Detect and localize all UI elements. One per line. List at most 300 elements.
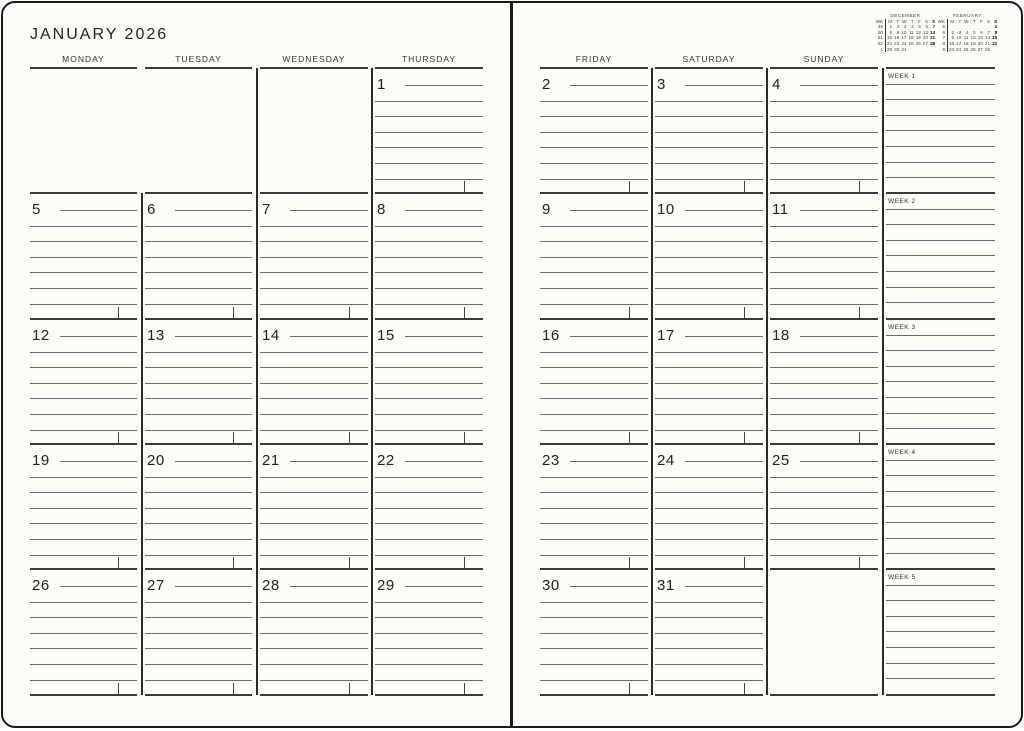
weekday-header: SATURDAY: [682, 54, 736, 64]
column-divider: [651, 319, 653, 444]
mini-day: 2: [896, 24, 900, 30]
column-divider: [371, 193, 373, 319]
week-note-line: [886, 663, 995, 664]
day-note-line: [770, 367, 878, 368]
week-number: 7: [937, 35, 947, 41]
day-note-line: [30, 617, 137, 618]
day-note-line: [770, 477, 878, 478]
day-note-line: [145, 477, 252, 478]
day-number: 10: [657, 201, 675, 218]
day-number: 9: [542, 201, 551, 218]
day-note-line: [655, 477, 763, 478]
day-number: 5: [32, 201, 41, 218]
day-note-line: [655, 352, 763, 353]
day-note-line: [540, 398, 648, 399]
day-note-line: [145, 617, 252, 618]
day-note-line: [540, 179, 648, 180]
day-title-line: [800, 461, 878, 462]
day-note-line: [145, 648, 252, 649]
day-tick-mark: [744, 432, 745, 443]
day-tick-mark: [744, 683, 745, 694]
week-label: WEEK 2: [888, 198, 916, 205]
day-tick-mark: [349, 557, 350, 568]
week-number: 51: [875, 35, 885, 41]
mini-day: T: [910, 18, 914, 24]
weekday-header: TUESDAY: [175, 54, 222, 64]
mini-day: 15: [992, 35, 998, 41]
mini-day: 4: [965, 29, 969, 35]
mini-day: T: [896, 18, 900, 24]
day-note-line: [655, 241, 763, 242]
day-note-line: [145, 241, 252, 242]
day-note-line: [145, 492, 252, 493]
mini-day: W: [902, 18, 907, 24]
day-note-line: [655, 664, 763, 665]
week-note-line: [886, 428, 995, 429]
week-note-line: [886, 631, 995, 632]
week-number: 50: [875, 30, 885, 36]
mini-calendar-table: [937, 19, 998, 53]
day-title-line: [290, 210, 368, 211]
week-note-line: [886, 553, 995, 554]
day-tick-mark: [744, 181, 745, 192]
column-divider: [371, 444, 373, 569]
day-note-line: [145, 288, 252, 289]
day-note-line: [30, 257, 137, 258]
mini-day: 23: [948, 46, 955, 52]
mini-day: 28: [984, 46, 991, 52]
day-note-line: [540, 555, 648, 556]
day-note-line: [655, 304, 763, 305]
day-note-line: [540, 633, 648, 634]
day-note-line: [30, 430, 137, 431]
column-divider: [256, 193, 258, 319]
day-tick-mark: [464, 181, 465, 192]
column-divider: [371, 319, 373, 444]
day-title-line: [175, 461, 252, 462]
day-note-line: [375, 492, 483, 493]
week-note-line: [886, 538, 995, 539]
column-divider: [256, 444, 258, 569]
day-note-line: [770, 523, 878, 524]
mini-day: 13: [922, 29, 929, 35]
day-note-line: [770, 163, 878, 164]
day-note-line: [260, 539, 368, 540]
mini-day: F: [980, 18, 983, 24]
mini-day: [907, 47, 914, 53]
day-note-line: [655, 398, 763, 399]
day-number: 18: [772, 327, 790, 344]
column-divider: [766, 569, 768, 695]
week-bottom-rule: [886, 318, 995, 320]
day-note-line: [260, 383, 368, 384]
day-number: 1: [377, 76, 386, 93]
week-number: 49: [875, 24, 885, 30]
day-note-line: [30, 367, 137, 368]
day-number: 20: [147, 452, 165, 469]
day-title-line: [405, 586, 483, 587]
mini-day: 15: [886, 35, 893, 41]
day-cell-1[interactable]: [375, 68, 483, 193]
day-title-line: [405, 210, 483, 211]
day-tick-mark: [233, 683, 234, 694]
day-note-line: [30, 508, 137, 509]
day-note-line: [375, 617, 483, 618]
week-note-line: [886, 177, 995, 178]
column-divider: [141, 319, 143, 444]
day-note-line: [30, 304, 137, 305]
day-tick-mark: [859, 181, 860, 192]
day-tick-mark: [118, 307, 119, 318]
day-tick-mark: [233, 307, 234, 318]
day-number: 25: [772, 452, 790, 469]
day-note-line: [145, 555, 252, 556]
day-note-line: [145, 430, 252, 431]
week-number: 8: [937, 41, 947, 47]
mini-day: 9: [951, 35, 955, 41]
week-note-line: [886, 397, 995, 398]
day-number: 14: [262, 327, 280, 344]
day-title-line: [60, 336, 137, 337]
day-note-line: [540, 648, 648, 649]
day-note-line: [375, 477, 483, 478]
week-number: WK: [937, 18, 945, 24]
week-number: 5: [937, 24, 947, 30]
day-number: 13: [147, 327, 165, 344]
day-note-line: [655, 101, 763, 102]
week-note-line: [886, 240, 995, 241]
day-note-line: [145, 257, 252, 258]
day-title-line: [405, 461, 483, 462]
day-title-line: [685, 461, 763, 462]
day-title-line: [570, 461, 648, 462]
day-number: 12: [32, 327, 50, 344]
mini-day: 31: [901, 46, 907, 52]
day-title-line: [60, 210, 137, 211]
column-divider: [651, 444, 653, 569]
mini-day: 12: [970, 35, 976, 41]
mini-day: 9: [896, 29, 900, 35]
day-note-line: [30, 633, 137, 634]
day-note-line: [655, 492, 763, 493]
day-tick-mark: [464, 432, 465, 443]
day-note-line: [30, 226, 137, 227]
day-note-line: [770, 508, 878, 509]
day-note-line: [770, 132, 878, 133]
day-note-line: [145, 680, 252, 681]
week-note-line: [886, 506, 995, 507]
mini-day: F: [918, 18, 921, 24]
day-title-line: [290, 336, 368, 337]
mini-day: 26: [970, 46, 976, 52]
week-note-line: [886, 616, 995, 617]
day-note-line: [145, 602, 252, 603]
day-note-line: [375, 523, 483, 524]
day-note-line: [145, 304, 252, 305]
day-note-line: [30, 664, 137, 665]
mini-day: 5: [918, 24, 921, 30]
day-note-line: [770, 414, 878, 415]
mini-day: 13: [977, 35, 983, 41]
column-divider: [256, 68, 258, 193]
mini-day: T: [972, 18, 976, 24]
day-tick-mark: [464, 557, 465, 568]
day-note-line: [655, 508, 763, 509]
day-note-line: [30, 523, 137, 524]
mini-day: 8: [994, 29, 998, 35]
day-note-line: [540, 430, 648, 431]
column-divider: [766, 68, 768, 193]
week-note-line: [886, 600, 995, 601]
day-note-line: [540, 163, 648, 164]
mini-day: 18: [908, 35, 914, 41]
day-number: 19: [32, 452, 50, 469]
mini-day: 20: [922, 35, 929, 41]
day-tick-mark: [629, 181, 630, 192]
column-divider: [371, 569, 373, 695]
day-number: 29: [377, 577, 395, 594]
day-tick-mark: [744, 557, 745, 568]
day-note-line: [770, 147, 878, 148]
day-note-line: [375, 179, 483, 180]
day-note-line: [260, 617, 368, 618]
day-note-line: [260, 492, 368, 493]
column-divider: [882, 444, 884, 569]
day-title-line: [405, 85, 483, 86]
day-note-line: [375, 508, 483, 509]
day-note-line: [655, 257, 763, 258]
day-note-line: [375, 241, 483, 242]
weekday-header: WEDNESDAY: [282, 54, 346, 64]
day-note-line: [770, 555, 878, 556]
week-note-line: [886, 271, 995, 272]
day-number: 4: [772, 76, 781, 93]
mini-day: 7: [932, 24, 936, 30]
week-bottom-rule: [886, 192, 995, 194]
day-note-line: [540, 492, 648, 493]
day-note-line: [655, 648, 763, 649]
day-note-line: [540, 272, 648, 273]
day-note-line: [540, 523, 648, 524]
day-note-line: [770, 492, 878, 493]
day-note-line: [540, 383, 648, 384]
day-note-line: [375, 116, 483, 117]
mini-day: 3: [903, 24, 907, 30]
day-note-line: [375, 414, 483, 415]
day-tick-mark: [233, 432, 234, 443]
day-note-line: [30, 288, 137, 289]
day-tick-mark: [859, 307, 860, 318]
mini-day: S: [986, 18, 991, 24]
mini-day: 18: [963, 40, 969, 46]
week-number: 52: [875, 41, 885, 47]
day-tick-mark: [349, 432, 350, 443]
day-note-line: [30, 477, 137, 478]
day-tick-mark: [744, 307, 745, 318]
mini-day: 23: [894, 40, 900, 46]
mini-day: 25: [908, 40, 914, 46]
day-tick-mark: [859, 432, 860, 443]
day-number: 15: [377, 327, 395, 344]
day-note-line: [770, 539, 878, 540]
column-divider: [141, 444, 143, 569]
day-bottom-rule: [770, 694, 878, 696]
weekday-header: THURSDAY: [401, 54, 457, 64]
mini-day: S: [932, 18, 936, 24]
day-note-line: [655, 226, 763, 227]
day-note-line: [770, 116, 878, 117]
day-tick-mark: [629, 557, 630, 568]
day-note-line: [540, 539, 648, 540]
day-number: 21: [262, 452, 280, 469]
day-note-line: [30, 272, 137, 273]
day-note-line: [375, 383, 483, 384]
week-note-line: [886, 475, 995, 476]
week-label: WEEK 5: [888, 574, 916, 581]
day-note-line: [655, 430, 763, 431]
day-note-line: [375, 633, 483, 634]
day-tick-mark: [349, 683, 350, 694]
column-divider: [766, 319, 768, 444]
column-divider: [882, 319, 884, 444]
header-rule: [145, 67, 252, 69]
day-title-line: [290, 461, 368, 462]
day-note-line: [655, 680, 763, 681]
mini-day: [914, 47, 921, 53]
day-number: 7: [262, 201, 271, 218]
mini-day: 14: [930, 29, 936, 35]
mini-day: 1: [994, 24, 998, 30]
weekday-header: FRIDAY: [575, 54, 613, 64]
week-note-line: [886, 491, 995, 492]
day-number: 2: [542, 76, 551, 93]
week-number: 6: [937, 30, 947, 36]
day-title-line: [685, 336, 763, 337]
week-label: WEEK 4: [888, 449, 916, 456]
column-divider: [651, 193, 653, 319]
day-tick-mark: [233, 557, 234, 568]
day-note-line: [540, 680, 648, 681]
day-note-line: [655, 523, 763, 524]
day-note-line: [655, 288, 763, 289]
header-rule: [30, 67, 137, 69]
day-note-line: [30, 555, 137, 556]
day-tick-mark: [464, 683, 465, 694]
mini-day: 21: [930, 35, 936, 41]
column-divider: [766, 444, 768, 569]
day-note-line: [770, 101, 878, 102]
day-number: 17: [657, 327, 675, 344]
day-title-line: [570, 85, 648, 86]
mini-day: [921, 47, 928, 53]
week-note-line: [886, 287, 995, 288]
column-divider: [766, 193, 768, 319]
day-note-line: [655, 539, 763, 540]
week-note-line: [886, 413, 995, 414]
mini-calendar-february: [937, 13, 998, 52]
day-note-line: [30, 539, 137, 540]
day-note-line: [260, 288, 368, 289]
day-note-line: [655, 163, 763, 164]
column-divider: [371, 68, 373, 193]
column-divider: [256, 319, 258, 444]
day-note-line: [655, 555, 763, 556]
day-note-line: [655, 179, 763, 180]
mini-calendar-month: DECEMBER: [890, 13, 921, 18]
day-note-line: [655, 633, 763, 634]
day-note-line: [260, 633, 368, 634]
mini-day: 17: [901, 35, 907, 41]
mini-day: 20: [977, 40, 983, 46]
day-note-line: [540, 257, 648, 258]
day-note-line: [540, 304, 648, 305]
day-note-line: [260, 430, 368, 431]
day-note-line: [540, 617, 648, 618]
mini-day: 22: [886, 40, 893, 46]
day-note-line: [30, 602, 137, 603]
mini-day: 6: [980, 29, 983, 35]
day-tick-mark: [118, 557, 119, 568]
mini-day: 26: [915, 40, 921, 46]
mini-day: 27: [977, 46, 983, 52]
day-note-line: [655, 383, 763, 384]
mini-day: 12: [915, 29, 921, 35]
week-number: 9: [937, 47, 947, 53]
day-note-line: [655, 602, 763, 603]
header-rule: [886, 67, 995, 69]
day-cell-3[interactable]: [655, 68, 763, 193]
day-note-line: [770, 257, 878, 258]
mini-day: 30: [894, 46, 900, 52]
mini-calendar-table: [875, 19, 936, 53]
day-note-line: [375, 430, 483, 431]
mini-day: 8: [889, 29, 893, 35]
day-number: 24: [657, 452, 675, 469]
mini-day: 28: [930, 40, 936, 46]
week-note-line: [886, 678, 995, 679]
week-note-line: [886, 647, 995, 648]
day-number: 22: [377, 452, 395, 469]
day-tick-mark: [118, 683, 119, 694]
mini-day: 14: [984, 35, 991, 41]
day-note-line: [770, 304, 878, 305]
mini-day: 3: [958, 29, 962, 35]
day-note-line: [655, 617, 763, 618]
day-note-line: [540, 101, 648, 102]
week-number: 1: [875, 47, 885, 53]
mini-day: 16: [894, 35, 900, 41]
week-note-line: [886, 224, 995, 225]
day-title-line: [685, 210, 763, 211]
day-cell-4[interactable]: [770, 68, 878, 193]
mini-day: [929, 47, 936, 53]
day-note-line: [145, 398, 252, 399]
week-note-line: [886, 366, 995, 367]
day-note-line: [145, 523, 252, 524]
week-note-line: [886, 585, 995, 586]
day-note-line: [145, 508, 252, 509]
mini-day: 16: [948, 40, 955, 46]
day-note-line: [770, 241, 878, 242]
mini-day: M: [950, 18, 955, 24]
day-note-line: [30, 383, 137, 384]
day-cell-2[interactable]: [540, 68, 648, 193]
day-tick-mark: [629, 432, 630, 443]
day-note-line: [540, 147, 648, 148]
day-title-line: [175, 210, 252, 211]
week-note-line: [886, 460, 995, 461]
day-note-line: [540, 132, 648, 133]
